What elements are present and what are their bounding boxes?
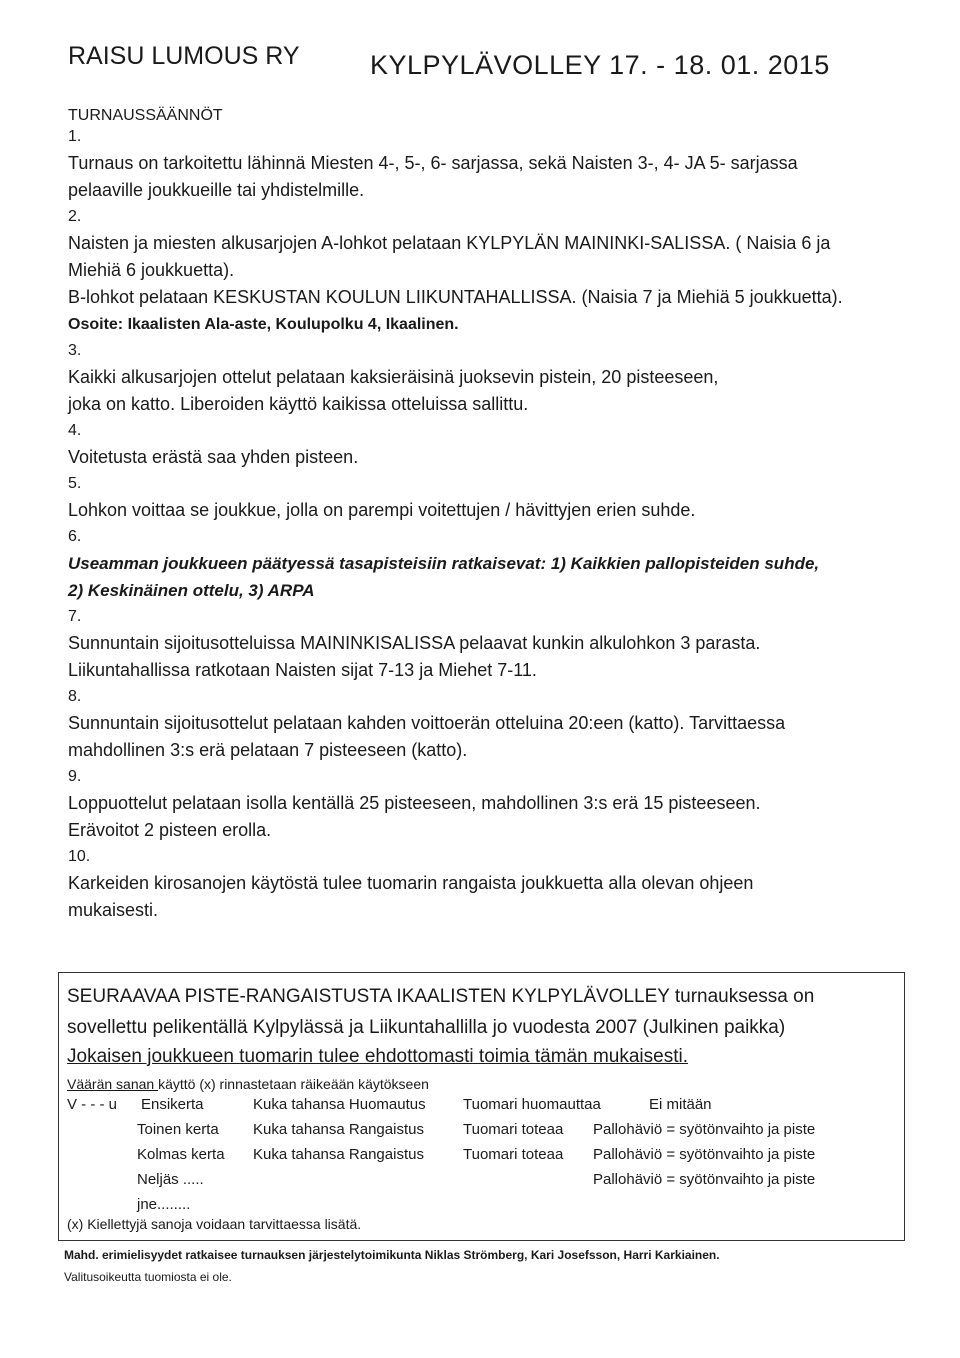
rule-number: 4. — [68, 422, 82, 439]
legend-rest: käyttö (x) rinnastetaan räikeään käytökseen — [158, 1076, 429, 1092]
rule-6 — [68, 524, 908, 604]
step-action: Tuomari toteaa — [463, 1121, 564, 1138]
step-when: Toinen kerta — [137, 1121, 219, 1138]
rule-text-line: B-lohkot pelataan KESKUSTAN KOULUN LIIKUNTAHALLISSA. (Naisia 7 ja Miehiä 5 joukkuetta). — [68, 287, 843, 307]
step-result: Pallohäviö = syötönvaihto ja piste — [593, 1121, 816, 1138]
rule-8 — [68, 684, 908, 764]
appeal-note: Valitusoikeutta tuomiosta ei ole. — [64, 1270, 232, 1284]
rule-text-line: joka on katto. Liberoiden käyttö kaikissa otteluissa sallittu. — [68, 394, 529, 414]
rule-text-line: Turnaus on tarkoitettu lähinnä Miesten 4-, 5-, 6- sarjassa, sekä Naisten 3-, 4- JA 5- sarjassa — [68, 153, 798, 173]
rule-text-line: Liikuntahallissa ratkotaan Naisten sijat 7-13 ja Miehet 7-11. — [68, 660, 537, 680]
rule-text-line: Karkeiden kirosanojen käytöstä tulee tuomarin rangaista joukkuetta alla olevan ohjeen — [68, 873, 754, 893]
penalty-box-title-line: sovellettu pelikentällä Kylpylässä ja Liikuntahallilla jo vuodesta 2007 (Julkinen paikka) — [67, 1017, 786, 1038]
dispute-note: Mahd. erimielisyydet ratkaisee turnauksen järjestelytoimikunta Niklas Strömberg, Kari Josefsson, Harri Karkiainen. — [64, 1248, 720, 1262]
tiebreak-rule-line: Useamman joukkueen päätyessä tasapisteisiin ratkaisevat: 1) Kaikkien pallopisteiden suhde, — [68, 554, 820, 573]
rule-text-line: pelaaville joukkueille tai yhdistelmille. — [68, 180, 365, 200]
rule-text-line: mukaisesti. — [68, 900, 159, 920]
rule-number: 2. — [68, 208, 82, 225]
step-prefix: V - - - u — [67, 1096, 118, 1113]
rule-text-line: mahdollinen 3:s erä pelataan 7 pisteeseen (katto). — [68, 740, 468, 760]
step-when: Ensikerta — [141, 1096, 204, 1113]
rule-text-line: Loppuottelut pelataan isolla kentällä 25 pisteeseen, mahdollinen 3:s erä 15 pisteeseen. — [68, 793, 761, 813]
step-action: Tuomari toteaa — [463, 1146, 564, 1163]
rule-text-line: Kaikki alkusarjojen ottelut pelataan kaksieräisinä juoksevin pistein, 20 pisteeseen, — [68, 367, 719, 387]
rule-3 — [68, 338, 908, 418]
rules-list — [68, 124, 908, 924]
penalty-legend — [67, 1076, 897, 1092]
rule-9 — [68, 764, 908, 844]
rule-7 — [68, 604, 908, 684]
rule-number: 6. — [68, 528, 82, 545]
rule-text-line: Sunnuntain sijoitusotteluissa MAININKISALISSA pelaavat kunkin alkulohkon 3 parasta. — [68, 633, 761, 653]
penalty-step-row — [67, 1096, 897, 1120]
step-when: Neljäs ..... — [137, 1171, 204, 1188]
rules-title: TURNAUSSÄÄNNÖT — [68, 107, 223, 124]
step-when: Kolmas kerta — [137, 1146, 225, 1163]
penalty-step-row — [67, 1121, 897, 1145]
organization-name: RAISU LUMOUS RY — [68, 42, 300, 70]
rule-number: 1. — [68, 128, 82, 145]
referee-instruction: Jokaisen joukkueen tuomarin tulee ehdottomasti toimia tämän mukaisesti. — [67, 1046, 688, 1067]
rule-5 — [68, 471, 908, 524]
rule-number: 8. — [68, 688, 82, 705]
penalty-step-row — [67, 1146, 897, 1170]
rule-2 — [68, 204, 908, 338]
step-result: Pallohäviö = syötönvaihto ja piste — [593, 1171, 816, 1188]
rule-number: 7. — [68, 608, 82, 625]
rule-text-line: Miehiä 6 joukkuetta). — [68, 260, 235, 280]
rule-10 — [68, 844, 908, 924]
step-who: Kuka tahansa Rangaistus — [253, 1146, 424, 1163]
rule-number: 5. — [68, 475, 82, 492]
rule-number: 3. — [68, 342, 82, 359]
legend-underlined: Väärän sanan — [67, 1076, 159, 1092]
rule-1 — [68, 124, 908, 204]
step-result: Pallohäviö = syötönvaihto ja piste — [593, 1146, 816, 1163]
forbidden-words-note: (x) Kiellettyjä sanoja voidaan tarvittaessa lisätä. — [67, 1216, 362, 1232]
penalty-box — [58, 972, 905, 1241]
step-who: Kuka tahansa Huomautus — [253, 1096, 426, 1113]
rule-text-line: Lohkon voittaa se joukkue, jolla on parempi voitettujen / hävittyjen erien suhde. — [68, 500, 696, 520]
venue-address: Osoite: Ikaalisten Ala-aste, Koulupolku 4, Ikaalinen. — [68, 316, 459, 333]
step-action: Tuomari huomauttaa — [463, 1096, 601, 1113]
penalty-steps — [67, 1096, 897, 1228]
step-result: Ei mitään — [649, 1096, 712, 1113]
rule-number: 10. — [68, 848, 91, 865]
penalty-box-title-line: SEURAAVAA PISTE-RANGAISTUSTA IKAALISTEN KYLPYLÄVOLLEY turnauksessa on — [67, 986, 815, 1007]
rule-text-line: Erävoitot 2 pisteen erolla. — [68, 820, 272, 840]
rule-4 — [68, 418, 908, 471]
event-title: KYLPYLÄVOLLEY 17. - 18. 01. 2015 — [370, 50, 830, 80]
tiebreak-rule-line: 2) Keskinäinen ottelu, 3) ARPA — [68, 581, 315, 600]
rule-text-line: Voitetusta erästä saa yhden pisteen. — [68, 447, 359, 467]
document-header — [68, 42, 928, 82]
step-who: Kuka tahansa Rangaistus — [253, 1121, 424, 1138]
step-when: jne........ — [137, 1196, 191, 1213]
rule-text-line: Sunnuntain sijoitusottelut pelataan kahden voittoerän otteluina 20:een (katto). Tarvittaessa — [68, 713, 786, 733]
penalty-step-row — [67, 1171, 897, 1195]
rule-number: 9. — [68, 768, 82, 785]
rule-text-line: Naisten ja miesten alkusarjojen A-lohkot pelataan KYLPYLÄN MAININKI-SALISSA. ( Naisia 6 ja — [68, 233, 831, 253]
